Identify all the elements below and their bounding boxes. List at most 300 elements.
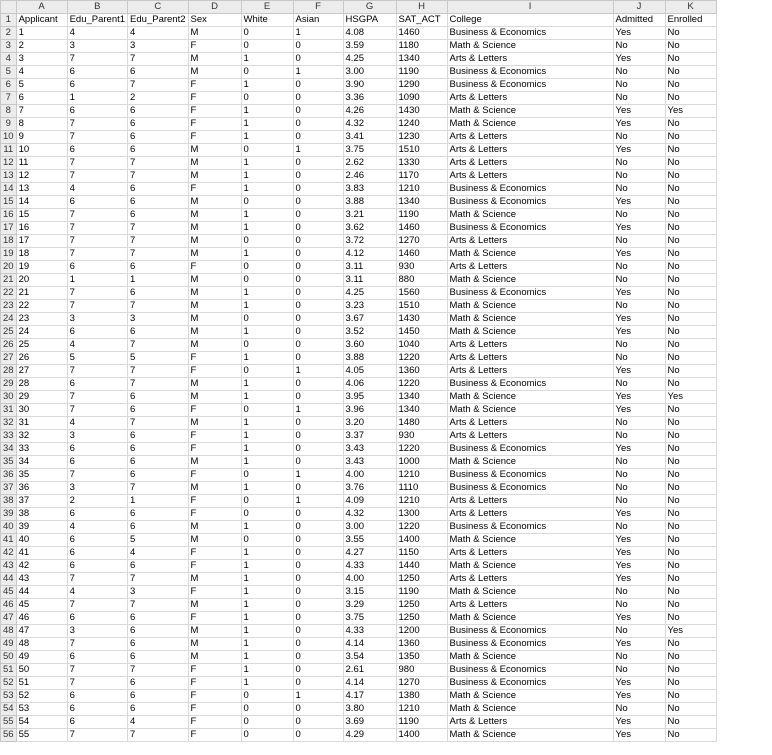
cell[interactable]: 1210 — [396, 469, 447, 482]
cell[interactable]: F — [188, 703, 241, 716]
cell[interactable]: 0 — [293, 248, 343, 261]
cell[interactable]: 4.14 — [343, 677, 396, 690]
row-header[interactable]: 55 — [1, 716, 17, 729]
cell[interactable]: Arts & Letters — [447, 92, 613, 105]
cell[interactable]: F — [188, 586, 241, 599]
row-header[interactable]: 16 — [1, 209, 17, 222]
cell[interactable]: 3.90 — [343, 79, 396, 92]
cell[interactable]: 3.69 — [343, 716, 396, 729]
cell[interactable]: 1220 — [396, 378, 447, 391]
cell[interactable]: 7 — [67, 209, 127, 222]
cell[interactable]: Business & Economics — [447, 222, 613, 235]
cell[interactable]: 1 — [241, 53, 293, 66]
row-header[interactable]: 37 — [1, 482, 17, 495]
cell[interactable]: 0 — [241, 235, 293, 248]
cell[interactable]: 2 — [16, 40, 67, 53]
cell[interactable]: F — [188, 40, 241, 53]
cell[interactable]: Math & Science — [447, 118, 613, 131]
cell[interactable]: Asian — [293, 14, 343, 27]
cell[interactable]: No — [665, 339, 716, 352]
cell[interactable]: Math & Science — [447, 560, 613, 573]
row-header[interactable]: 10 — [1, 131, 17, 144]
cell[interactable]: No — [613, 157, 665, 170]
cell[interactable]: 1 — [241, 287, 293, 300]
cell[interactable]: F — [188, 404, 241, 417]
cell[interactable]: 1380 — [396, 690, 447, 703]
cell[interactable]: Yes — [613, 677, 665, 690]
cell[interactable]: 0 — [293, 235, 343, 248]
cell[interactable]: No — [665, 560, 716, 573]
cell[interactable]: 37 — [16, 495, 67, 508]
cell[interactable]: 0 — [241, 27, 293, 40]
cell[interactable]: 0 — [293, 625, 343, 638]
cell[interactable]: SAT_ACT — [396, 14, 447, 27]
row-header[interactable]: 24 — [1, 313, 17, 326]
cell[interactable]: 26 — [16, 352, 67, 365]
cell[interactable]: 0 — [293, 560, 343, 573]
row-header[interactable]: 2 — [1, 27, 17, 40]
cell[interactable]: 0 — [241, 196, 293, 209]
row-header[interactable]: 48 — [1, 625, 17, 638]
cell[interactable]: No — [665, 508, 716, 521]
cell[interactable]: Arts & Letters — [447, 235, 613, 248]
cell[interactable]: 1 — [241, 391, 293, 404]
row-header[interactable]: 44 — [1, 573, 17, 586]
cell[interactable]: Math & Science — [447, 40, 613, 53]
cell[interactable]: 0 — [293, 378, 343, 391]
cell[interactable]: No — [665, 716, 716, 729]
cell[interactable]: 15 — [16, 209, 67, 222]
cell[interactable]: 6 — [128, 703, 188, 716]
cell[interactable]: 1 — [241, 170, 293, 183]
cell[interactable]: 6 — [128, 131, 188, 144]
cell[interactable]: 0 — [293, 40, 343, 53]
row-header[interactable]: 38 — [1, 495, 17, 508]
cell[interactable]: No — [665, 690, 716, 703]
cell[interactable]: No — [613, 261, 665, 274]
cell[interactable]: Arts & Letters — [447, 716, 613, 729]
cell[interactable]: F — [188, 365, 241, 378]
row-header[interactable]: 45 — [1, 586, 17, 599]
cell[interactable]: No — [665, 482, 716, 495]
cell[interactable]: 0 — [293, 339, 343, 352]
cell[interactable]: 1210 — [396, 495, 447, 508]
row-header[interactable]: 30 — [1, 391, 17, 404]
cell[interactable]: 3.41 — [343, 131, 396, 144]
cell[interactable]: No — [665, 521, 716, 534]
cell[interactable]: 0 — [293, 53, 343, 66]
cell[interactable]: 1190 — [396, 586, 447, 599]
cell[interactable]: M — [188, 222, 241, 235]
cell[interactable]: No — [613, 417, 665, 430]
cell[interactable]: 4 — [128, 716, 188, 729]
cell[interactable]: Yes — [613, 443, 665, 456]
cell[interactable]: 33 — [16, 443, 67, 456]
cell[interactable]: No — [613, 79, 665, 92]
cell[interactable]: 4 — [67, 417, 127, 430]
cell[interactable]: No — [665, 651, 716, 664]
cell[interactable]: 12 — [16, 170, 67, 183]
cell[interactable]: 1 — [241, 612, 293, 625]
cell[interactable]: No — [665, 157, 716, 170]
cell[interactable]: 4.25 — [343, 287, 396, 300]
row-header[interactable]: 52 — [1, 677, 17, 690]
cell[interactable]: 4.33 — [343, 625, 396, 638]
cell[interactable]: Math & Science — [447, 248, 613, 261]
cell[interactable]: 0 — [293, 300, 343, 313]
cell[interactable]: No — [665, 53, 716, 66]
cell[interactable]: No — [665, 248, 716, 261]
cell[interactable]: 0 — [293, 261, 343, 274]
cell[interactable]: 1250 — [396, 612, 447, 625]
cell[interactable]: 3 — [67, 430, 127, 443]
cell[interactable]: 1 — [128, 274, 188, 287]
cell[interactable]: 4.26 — [343, 105, 396, 118]
cell[interactable]: M — [188, 378, 241, 391]
cell[interactable]: F — [188, 690, 241, 703]
cell[interactable]: 6 — [67, 690, 127, 703]
cell[interactable]: No — [665, 183, 716, 196]
cell[interactable]: 4 — [67, 339, 127, 352]
cell[interactable]: 1 — [293, 27, 343, 40]
cell[interactable]: Yes — [613, 118, 665, 131]
cell[interactable]: 17 — [16, 235, 67, 248]
cell[interactable]: 13 — [16, 183, 67, 196]
cell[interactable]: 1 — [241, 222, 293, 235]
cell[interactable]: 0 — [293, 664, 343, 677]
cell[interactable]: 6 — [128, 196, 188, 209]
cell[interactable]: Yes — [613, 547, 665, 560]
cell[interactable]: Math & Science — [447, 313, 613, 326]
cell[interactable]: Math & Science — [447, 586, 613, 599]
row-header[interactable]: 19 — [1, 248, 17, 261]
cell[interactable]: 0 — [293, 599, 343, 612]
cell[interactable]: 1460 — [396, 27, 447, 40]
cell[interactable]: 6 — [67, 378, 127, 391]
cell[interactable]: 6 — [67, 612, 127, 625]
cell[interactable]: Yes — [613, 508, 665, 521]
cell[interactable]: 1220 — [396, 443, 447, 456]
cell[interactable]: 1190 — [396, 716, 447, 729]
cell[interactable]: 34 — [16, 456, 67, 469]
cell[interactable]: Math & Science — [447, 326, 613, 339]
cell[interactable]: 4 — [67, 521, 127, 534]
cell[interactable]: 1 — [241, 664, 293, 677]
cell[interactable]: 7 — [67, 248, 127, 261]
cell[interactable]: F — [188, 352, 241, 365]
cell[interactable]: Yes — [613, 560, 665, 573]
cell[interactable]: 4.05 — [343, 365, 396, 378]
cell[interactable]: 6 — [128, 469, 188, 482]
cell[interactable]: 1150 — [396, 547, 447, 560]
cell[interactable]: 1 — [241, 430, 293, 443]
cell[interactable]: 0 — [293, 703, 343, 716]
column-header[interactable]: F — [293, 1, 343, 14]
cell[interactable]: 55 — [16, 729, 67, 742]
cell[interactable]: 1290 — [396, 79, 447, 92]
cell[interactable]: No — [613, 300, 665, 313]
cell[interactable]: White — [241, 14, 293, 27]
row-header[interactable]: 26 — [1, 339, 17, 352]
cell[interactable]: 42 — [16, 560, 67, 573]
cell[interactable]: Business & Economics — [447, 638, 613, 651]
cell[interactable]: 7 — [67, 729, 127, 742]
cell[interactable]: 6 — [67, 703, 127, 716]
cell[interactable]: 6 — [67, 196, 127, 209]
cell[interactable]: Yes — [613, 690, 665, 703]
row-header[interactable]: 5 — [1, 66, 17, 79]
cell[interactable]: 1 — [241, 586, 293, 599]
cell[interactable]: 3.88 — [343, 196, 396, 209]
cell[interactable]: No — [613, 40, 665, 53]
cell[interactable]: No — [613, 274, 665, 287]
cell[interactable]: 1330 — [396, 157, 447, 170]
cell[interactable]: Enrolled — [665, 14, 716, 27]
cell[interactable]: 0 — [241, 534, 293, 547]
cell[interactable]: No — [613, 170, 665, 183]
cell[interactable]: No — [613, 352, 665, 365]
cell[interactable]: Yes — [613, 196, 665, 209]
cell[interactable]: 7 — [128, 599, 188, 612]
cell[interactable]: 1220 — [396, 352, 447, 365]
cell[interactable]: 3 — [16, 53, 67, 66]
cell[interactable]: 6 — [67, 66, 127, 79]
cell[interactable]: 6 — [128, 261, 188, 274]
cell[interactable]: 0 — [293, 508, 343, 521]
cell[interactable]: 7 — [128, 170, 188, 183]
cell[interactable]: 6 — [128, 287, 188, 300]
cell[interactable]: 3.00 — [343, 521, 396, 534]
cell[interactable]: Business & Economics — [447, 443, 613, 456]
cell[interactable]: 7 — [128, 482, 188, 495]
cell[interactable]: 1340 — [396, 196, 447, 209]
cell[interactable]: 7 — [67, 235, 127, 248]
cell[interactable]: Arts & Letters — [447, 508, 613, 521]
column-header[interactable]: C — [128, 1, 188, 14]
cell[interactable]: 7 — [67, 53, 127, 66]
row-header[interactable]: 28 — [1, 365, 17, 378]
cell[interactable]: Arts & Letters — [447, 131, 613, 144]
cell[interactable]: Yes — [613, 105, 665, 118]
cell[interactable]: 11 — [16, 157, 67, 170]
row-header[interactable]: 15 — [1, 196, 17, 209]
cell[interactable]: F — [188, 183, 241, 196]
cell[interactable]: 4 — [128, 547, 188, 560]
cell[interactable]: 1240 — [396, 118, 447, 131]
cell[interactable]: 1 — [293, 144, 343, 157]
cell[interactable]: Arts & Letters — [447, 430, 613, 443]
cell[interactable]: M — [188, 209, 241, 222]
cell[interactable]: 4.08 — [343, 27, 396, 40]
cell[interactable]: F — [188, 495, 241, 508]
cell[interactable]: Arts & Letters — [447, 573, 613, 586]
cell[interactable]: No — [665, 456, 716, 469]
cell[interactable]: 0 — [293, 222, 343, 235]
row-header[interactable]: 20 — [1, 261, 17, 274]
cell[interactable]: 5 — [16, 79, 67, 92]
cell[interactable]: 44 — [16, 586, 67, 599]
cell[interactable]: 1 — [241, 599, 293, 612]
cell[interactable]: 6 — [67, 508, 127, 521]
row-header[interactable]: 1 — [1, 14, 17, 27]
cell[interactable]: 3.96 — [343, 404, 396, 417]
cell[interactable]: 7 — [128, 378, 188, 391]
cell[interactable]: Arts & Letters — [447, 261, 613, 274]
cell[interactable]: 5 — [128, 352, 188, 365]
cell[interactable]: No — [665, 430, 716, 443]
cell[interactable]: Math & Science — [447, 703, 613, 716]
cell[interactable]: 41 — [16, 547, 67, 560]
cell[interactable]: 6 — [128, 118, 188, 131]
cell[interactable]: 6 — [67, 651, 127, 664]
row-header[interactable]: 9 — [1, 118, 17, 131]
cell[interactable]: 0 — [241, 339, 293, 352]
cell[interactable]: 40 — [16, 534, 67, 547]
cell[interactable]: 7 — [67, 469, 127, 482]
cell[interactable]: No — [665, 612, 716, 625]
cell[interactable]: Arts & Letters — [447, 547, 613, 560]
cell[interactable]: Arts & Letters — [447, 365, 613, 378]
cell[interactable]: 6 — [128, 456, 188, 469]
cell[interactable]: 48 — [16, 638, 67, 651]
cell[interactable]: 1 — [128, 495, 188, 508]
cell[interactable]: 3.59 — [343, 40, 396, 53]
cell[interactable]: 39 — [16, 521, 67, 534]
cell[interactable]: 3.36 — [343, 92, 396, 105]
cell[interactable]: 1 — [241, 560, 293, 573]
cell[interactable]: 3.75 — [343, 612, 396, 625]
cell[interactable]: Applicant — [16, 14, 67, 27]
cell[interactable]: 1440 — [396, 560, 447, 573]
cell[interactable]: F — [188, 105, 241, 118]
cell[interactable]: No — [665, 27, 716, 40]
cell[interactable]: 0 — [241, 404, 293, 417]
cell[interactable]: 1190 — [396, 209, 447, 222]
cell[interactable]: 0 — [293, 274, 343, 287]
cell[interactable]: 0 — [293, 482, 343, 495]
cell[interactable]: 7 — [128, 339, 188, 352]
cell[interactable]: F — [188, 716, 241, 729]
cell[interactable]: Yes — [613, 638, 665, 651]
cell[interactable]: 7 — [67, 287, 127, 300]
cell[interactable]: Arts & Letters — [447, 352, 613, 365]
cell[interactable]: 7 — [128, 235, 188, 248]
cell[interactable]: 7 — [128, 417, 188, 430]
cell[interactable]: 3.62 — [343, 222, 396, 235]
cell[interactable]: No — [665, 586, 716, 599]
cell[interactable]: 6 — [67, 326, 127, 339]
cell[interactable]: 6 — [67, 456, 127, 469]
column-header[interactable]: J — [613, 1, 665, 14]
column-header[interactable]: E — [241, 1, 293, 14]
cell[interactable]: Yes — [613, 326, 665, 339]
cell[interactable]: Yes — [613, 534, 665, 547]
cell[interactable]: 6 — [128, 66, 188, 79]
cell[interactable]: 6 — [128, 404, 188, 417]
cell[interactable]: 7 — [67, 573, 127, 586]
cell[interactable]: No — [665, 144, 716, 157]
cell[interactable]: 16 — [16, 222, 67, 235]
cell[interactable]: 6 — [67, 144, 127, 157]
row-header[interactable]: 33 — [1, 430, 17, 443]
cell[interactable]: 6 — [128, 209, 188, 222]
cell[interactable]: 3.43 — [343, 456, 396, 469]
cell[interactable]: No — [665, 170, 716, 183]
cell[interactable]: 1 — [241, 625, 293, 638]
cell[interactable]: 7 — [128, 222, 188, 235]
cell[interactable]: Yes — [613, 144, 665, 157]
cell[interactable]: 0 — [293, 183, 343, 196]
cell[interactable]: 0 — [293, 209, 343, 222]
row-header[interactable]: 7 — [1, 92, 17, 105]
cell[interactable]: 3 — [67, 625, 127, 638]
cell[interactable]: 35 — [16, 469, 67, 482]
cell[interactable]: M — [188, 417, 241, 430]
cell[interactable]: 1 — [241, 131, 293, 144]
cell[interactable]: 6 — [128, 430, 188, 443]
cell[interactable]: M — [188, 27, 241, 40]
cell[interactable]: 1 — [241, 79, 293, 92]
cell[interactable]: M — [188, 625, 241, 638]
cell[interactable]: 6 — [128, 183, 188, 196]
cell[interactable]: 7 — [67, 391, 127, 404]
cell[interactable]: 1 — [241, 248, 293, 261]
cell[interactable]: 4.12 — [343, 248, 396, 261]
cell[interactable]: M — [188, 313, 241, 326]
cell[interactable]: Math & Science — [447, 534, 613, 547]
cell[interactable]: Math & Science — [447, 651, 613, 664]
cell[interactable]: No — [665, 547, 716, 560]
cell[interactable]: 1 — [241, 157, 293, 170]
cell[interactable]: Math & Science — [447, 300, 613, 313]
cell[interactable]: Business & Economics — [447, 378, 613, 391]
cell[interactable]: 4.29 — [343, 729, 396, 742]
row-header[interactable]: 47 — [1, 612, 17, 625]
cell[interactable]: 1430 — [396, 313, 447, 326]
cell[interactable]: 1 — [241, 300, 293, 313]
cell[interactable]: 9 — [16, 131, 67, 144]
cell[interactable]: No — [665, 573, 716, 586]
cell[interactable]: M — [188, 287, 241, 300]
cell[interactable]: 0 — [293, 417, 343, 430]
cell[interactable]: Business & Economics — [447, 521, 613, 534]
cell[interactable]: 3.15 — [343, 586, 396, 599]
cell[interactable]: 6 — [128, 651, 188, 664]
cell[interactable]: 4.06 — [343, 378, 396, 391]
cell[interactable]: 0 — [241, 495, 293, 508]
cell[interactable]: Math & Science — [447, 404, 613, 417]
cell[interactable]: 1460 — [396, 222, 447, 235]
row-header[interactable]: 31 — [1, 404, 17, 417]
cell[interactable]: 0 — [293, 638, 343, 651]
cell[interactable]: 0 — [293, 612, 343, 625]
cell[interactable]: 1 — [293, 66, 343, 79]
cell[interactable]: Yes — [613, 27, 665, 40]
cell[interactable]: 19 — [16, 261, 67, 274]
cell[interactable]: 4.14 — [343, 638, 396, 651]
cell[interactable]: 3.80 — [343, 703, 396, 716]
cell[interactable]: 3.67 — [343, 313, 396, 326]
cell[interactable]: No — [665, 66, 716, 79]
cell[interactable]: M — [188, 235, 241, 248]
cell[interactable]: Yes — [613, 53, 665, 66]
cell[interactable]: College — [447, 14, 613, 27]
cell[interactable]: 1510 — [396, 144, 447, 157]
cell[interactable]: 0 — [241, 144, 293, 157]
cell[interactable]: 0 — [293, 534, 343, 547]
cell[interactable]: M — [188, 599, 241, 612]
cell[interactable]: M — [188, 157, 241, 170]
